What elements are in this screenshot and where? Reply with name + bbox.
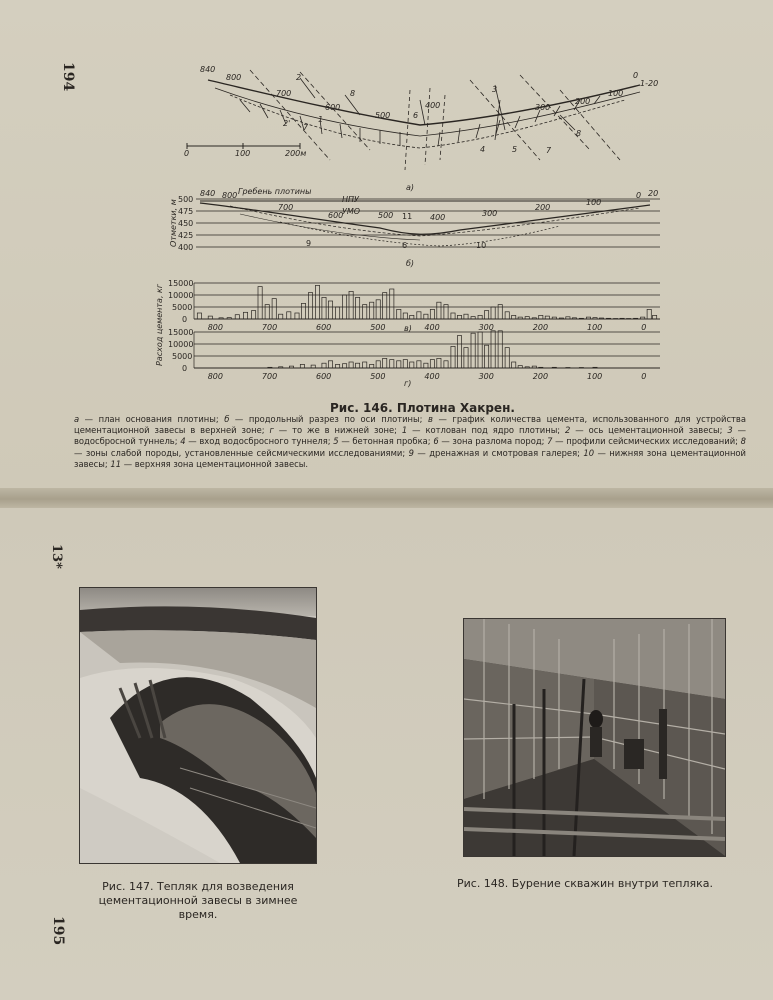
legend-key: а <box>74 414 80 424</box>
cement-bar-upper <box>356 297 360 319</box>
plan-station: 800 <box>226 73 242 82</box>
cement-bar-upper <box>328 301 332 319</box>
legend-text: — профили сейсмических исследований; <box>552 436 741 447</box>
cement-bar-lower <box>457 336 461 368</box>
legend-key: 3 <box>727 425 733 436</box>
cement-xtick: 800 <box>207 372 223 381</box>
cement-bar-lower <box>328 361 332 368</box>
legend-key: 1 <box>401 425 408 436</box>
plan-callout: 4 <box>480 145 486 154</box>
cement-bar-lower <box>417 361 421 368</box>
section-ylabel: Отметки, м <box>169 199 178 247</box>
section-station: 400 <box>430 213 446 222</box>
plan-panel <box>187 70 640 170</box>
figure-147-caption: Рис. 147. Тепляк для возведения цементационной завесы в зимнее время. <box>98 880 298 921</box>
cement-bar-upper <box>287 312 291 319</box>
cement-bar-lower <box>593 367 597 368</box>
cement-xtick: 700 <box>261 323 278 332</box>
ground-profile <box>200 203 650 234</box>
cement-bar-lower <box>444 361 448 368</box>
cement-bar-upper <box>308 293 312 319</box>
plan-station: 0 <box>633 71 639 80</box>
cement-bar-lower <box>268 367 272 368</box>
umo-label: УМО <box>342 207 361 216</box>
cement-xtick: 100 <box>587 372 603 381</box>
cement-bar-upper <box>491 307 495 319</box>
cement-bar-lower <box>376 361 380 368</box>
section-station: 500 <box>378 211 394 220</box>
panel-label-a: а) <box>406 183 415 192</box>
cement-bar-upper <box>586 317 590 319</box>
legend-text: — дренажная и смотровая галерея; <box>413 447 584 458</box>
cement-bar-lower <box>437 358 441 368</box>
cement-bar-upper <box>606 318 610 319</box>
cement-bar-lower <box>532 366 536 368</box>
plan-station: 100 <box>608 89 624 98</box>
figure-148-photo <box>463 618 726 857</box>
plan-labels <box>184 65 658 192</box>
cement-bar-lower <box>424 363 428 368</box>
legend-text: — зона разлома пород; <box>438 436 548 447</box>
plan-callout: 3 <box>492 85 498 94</box>
cement-bar-upper <box>227 318 231 319</box>
figure-148-caption: Рис. 148. Бурение скважин внутри тепляка. <box>456 877 713 890</box>
cement-xtick: 500 <box>370 323 386 332</box>
cement-xtick: 700 <box>261 372 278 381</box>
legend-key: 9 <box>408 447 414 458</box>
cement-bar-lower <box>552 367 556 368</box>
cement-bar-upper <box>258 287 262 319</box>
legend-key: 11 <box>110 458 122 469</box>
cement-bar-upper <box>627 319 631 320</box>
legend-text: — план основания плотины; <box>79 414 225 424</box>
cement-xtick: 300 <box>478 372 494 381</box>
section-ytick: 400 <box>178 243 194 252</box>
lower-ytick: 0 <box>182 364 188 373</box>
cement-bar-upper <box>243 312 247 319</box>
figure-146-legend <box>74 414 746 470</box>
legend-key: 7 <box>547 436 553 447</box>
cement-bar-upper <box>301 303 305 319</box>
cement-xtick: 0 <box>641 372 647 381</box>
plan-callout: 7 <box>303 123 309 132</box>
top-page-number: 194 <box>60 62 76 92</box>
scale-tick: 0 <box>184 149 190 158</box>
signature-mark: 13* <box>49 544 64 569</box>
book-gutter <box>0 488 773 510</box>
plan-station: 600 <box>325 103 341 112</box>
cement-bar-upper <box>235 315 239 319</box>
plan-station: 300 <box>535 103 551 112</box>
cement-ylabel: Расход цемента, кг <box>155 283 164 366</box>
figure-147-photo <box>79 587 317 864</box>
legend-key: 4 <box>180 436 186 447</box>
cement-xtick: 800 <box>207 323 223 332</box>
cement-bar-lower <box>390 360 394 368</box>
drilling-inside-shelter-photo <box>464 619 725 856</box>
cement-bar-upper <box>552 317 556 319</box>
cement-bar-upper <box>647 309 651 319</box>
cement-bar-lower <box>498 331 502 368</box>
cement-bar-upper <box>451 313 455 319</box>
plan-station: 200 <box>575 97 591 106</box>
scale-tick: 100 <box>235 149 251 158</box>
cement-bar-upper <box>252 311 256 319</box>
upper-ytick: 10000 <box>168 291 194 300</box>
section-station: 700 <box>278 203 294 212</box>
cement-bar-upper <box>620 318 624 319</box>
section-callout: 11 <box>402 212 413 221</box>
plan-callout: 5 <box>512 145 518 154</box>
cement-bar-lower <box>471 333 475 368</box>
plan-station: 500 <box>375 111 391 120</box>
cement-bar-upper <box>417 312 421 319</box>
cement-bar-upper <box>634 318 638 319</box>
cement-bar-upper <box>464 314 468 319</box>
section-callout: 9 <box>306 239 312 248</box>
cement-bar-upper <box>383 293 387 319</box>
cement-bar-upper <box>322 297 326 319</box>
lower-ytick: 10000 <box>168 340 194 349</box>
section-ytick: 475 <box>178 207 194 216</box>
plan-callout: 1 <box>318 115 324 124</box>
section-station: 600 <box>328 211 344 220</box>
cement-bar-upper <box>485 311 489 319</box>
legend-text: — котлован под ядро плотины; <box>407 425 566 436</box>
plan-callout: 2 <box>296 73 302 82</box>
legend-text: — вход водосбросного туннеля; <box>185 436 334 447</box>
crest-label: Гребень плотины <box>238 187 312 196</box>
cement-bar-lower <box>566 368 570 369</box>
cement-bar-lower <box>383 358 387 368</box>
section-ytick: 500 <box>178 195 194 204</box>
legend-key: 10 <box>583 447 595 458</box>
section-station: 200 <box>535 203 551 212</box>
cement-bar-upper <box>532 318 536 319</box>
section-station: 840 <box>200 189 216 198</box>
cement-bar-upper <box>370 302 374 319</box>
plan-station: 700 <box>276 89 292 98</box>
cement-bar-upper <box>336 307 340 319</box>
legend-text: — ось цементационной завесы; <box>570 425 728 436</box>
legend-key: 6 <box>433 436 439 447</box>
cement-lower-bars <box>268 331 597 368</box>
panel-label-b: б) <box>406 259 415 268</box>
plan-station: 840 <box>200 65 216 74</box>
cement-xtick: 300 <box>478 323 494 332</box>
cement-bar-lower <box>410 362 414 368</box>
panel-label-v: в) <box>404 324 412 333</box>
cement-upper-bars <box>197 285 656 319</box>
cement-bar-lower <box>397 361 401 368</box>
cement-bar-upper <box>376 300 380 319</box>
scale-tick: 200м <box>285 149 307 158</box>
cement-bar-lower <box>491 331 495 368</box>
cement-xtick: 600 <box>316 372 332 381</box>
cement-bar-upper <box>505 312 509 319</box>
cement-bar-upper <box>566 317 570 319</box>
legend-key: г <box>269 425 274 436</box>
upper-ytick: 15000 <box>168 279 194 288</box>
cement-bar-upper <box>219 318 223 319</box>
cement-bar-lower <box>485 345 489 368</box>
figure-146-caption: Рис. 146. Плотина Хакрен. <box>330 401 515 415</box>
cement-bar-lower <box>464 348 468 368</box>
plan-callout: 6 <box>413 111 419 120</box>
plan-callout: 7 <box>546 146 552 155</box>
cement-bar-upper <box>641 317 645 319</box>
legend-text: — то же в нижней зоне; <box>273 425 402 436</box>
figure-146-drawing <box>0 0 773 400</box>
cement-bar-upper <box>437 302 441 319</box>
cement-bar-upper <box>197 313 201 319</box>
section-station: 0 <box>636 191 642 200</box>
upper-ytick: 0 <box>182 315 188 324</box>
cement-bar-lower <box>322 363 326 368</box>
legend-text: — водосбросной туннель; <box>74 425 746 447</box>
cement-bar-upper <box>430 309 434 319</box>
cement-xtick: 500 <box>370 372 386 381</box>
cement-bar-lower <box>539 367 543 368</box>
lower-ytick: 15000 <box>168 328 194 337</box>
cement-bar-lower <box>289 366 293 368</box>
bottom-page-number: 195 <box>50 916 66 946</box>
upper-ytick: 5000 <box>172 303 193 312</box>
section-station: 100 <box>586 198 602 207</box>
lower-xticks <box>208 372 647 381</box>
plan-station: 1-20 <box>640 79 659 88</box>
cement-bar-lower <box>343 364 347 368</box>
cement-bar-upper <box>397 309 401 319</box>
legend-key: б <box>224 414 230 424</box>
legend-text: — бетонная пробка; <box>338 436 434 447</box>
cement-bar-lower <box>579 368 583 369</box>
cement-bar-lower <box>525 367 529 368</box>
section-station: 300 <box>482 209 498 218</box>
cement-xtick: 0 <box>641 323 647 332</box>
cement-bar-lower <box>279 367 283 368</box>
cement-bar-lower <box>403 360 407 368</box>
cement-xtick: 400 <box>424 323 440 332</box>
legend-text: — график количества цемента, использованного для устройства цементационной завесы в верхней зоне; <box>74 414 746 436</box>
upper-xticks <box>208 323 647 332</box>
npu-label: НПУ <box>342 195 359 204</box>
cement-bar-lower <box>349 362 353 368</box>
panel-label-g: г) <box>404 379 412 388</box>
lower-ytick: 5000 <box>172 352 193 361</box>
cement-bar-upper <box>403 313 407 319</box>
legend-text: — верхняя зона цементационной завесы. <box>121 458 308 469</box>
cement-bar-lower <box>505 348 509 368</box>
legend-text: — продольный разрез по оси плотины; <box>229 414 429 424</box>
section-callout: 6 <box>402 241 408 250</box>
cement-bar-upper <box>593 318 597 319</box>
cement-bar-upper <box>424 314 428 319</box>
cement-bar-lower <box>356 363 360 368</box>
legend-key: в <box>428 414 433 424</box>
cement-bar-upper <box>279 314 283 319</box>
cement-bar-upper <box>295 313 299 319</box>
winter-shelter-photo <box>80 588 316 863</box>
section-ytick: 450 <box>178 219 194 228</box>
legend-key: 2 <box>565 425 571 436</box>
section-station: 20 <box>648 189 659 198</box>
cement-bar-upper <box>579 318 583 319</box>
cement-xtick: 200 <box>532 323 549 332</box>
legend-text: — зоны слабой породы, установленные сейсмическими исследованиями; <box>74 447 409 458</box>
plan-station: 400 <box>425 101 441 110</box>
cement-bar-upper <box>390 289 394 319</box>
plan-callout: 2' <box>283 119 291 128</box>
cement-bar-upper <box>572 318 576 319</box>
cement-bar-lower <box>451 346 455 368</box>
section-ytick: 425 <box>178 231 194 240</box>
cement-bar-lower <box>363 362 367 368</box>
cement-bar-upper <box>315 285 319 319</box>
section-station: 800 <box>222 191 238 200</box>
cement-bar-lower <box>512 362 516 368</box>
section-callout: 10 <box>476 241 487 250</box>
cement-bar-upper <box>614 319 618 320</box>
cement-bar-upper <box>518 317 522 319</box>
legend-key: 5 <box>333 436 339 447</box>
legend-key: 8 <box>740 436 747 447</box>
cement-bar-upper <box>272 299 276 319</box>
cement-xtick: 200 <box>532 372 549 381</box>
cement-xtick: 100 <box>587 323 603 332</box>
cement-xtick: 600 <box>316 323 332 332</box>
cement-xtick: 400 <box>424 372 440 381</box>
cement-bar-upper <box>349 291 353 319</box>
plan-callout: 8 <box>350 89 356 98</box>
plan-callout: 8 <box>576 129 582 138</box>
cement-bar-lower <box>478 332 482 368</box>
legend-text: — нижняя зона цементационной завесы; <box>74 447 746 469</box>
cement-bar-lower <box>430 360 434 368</box>
